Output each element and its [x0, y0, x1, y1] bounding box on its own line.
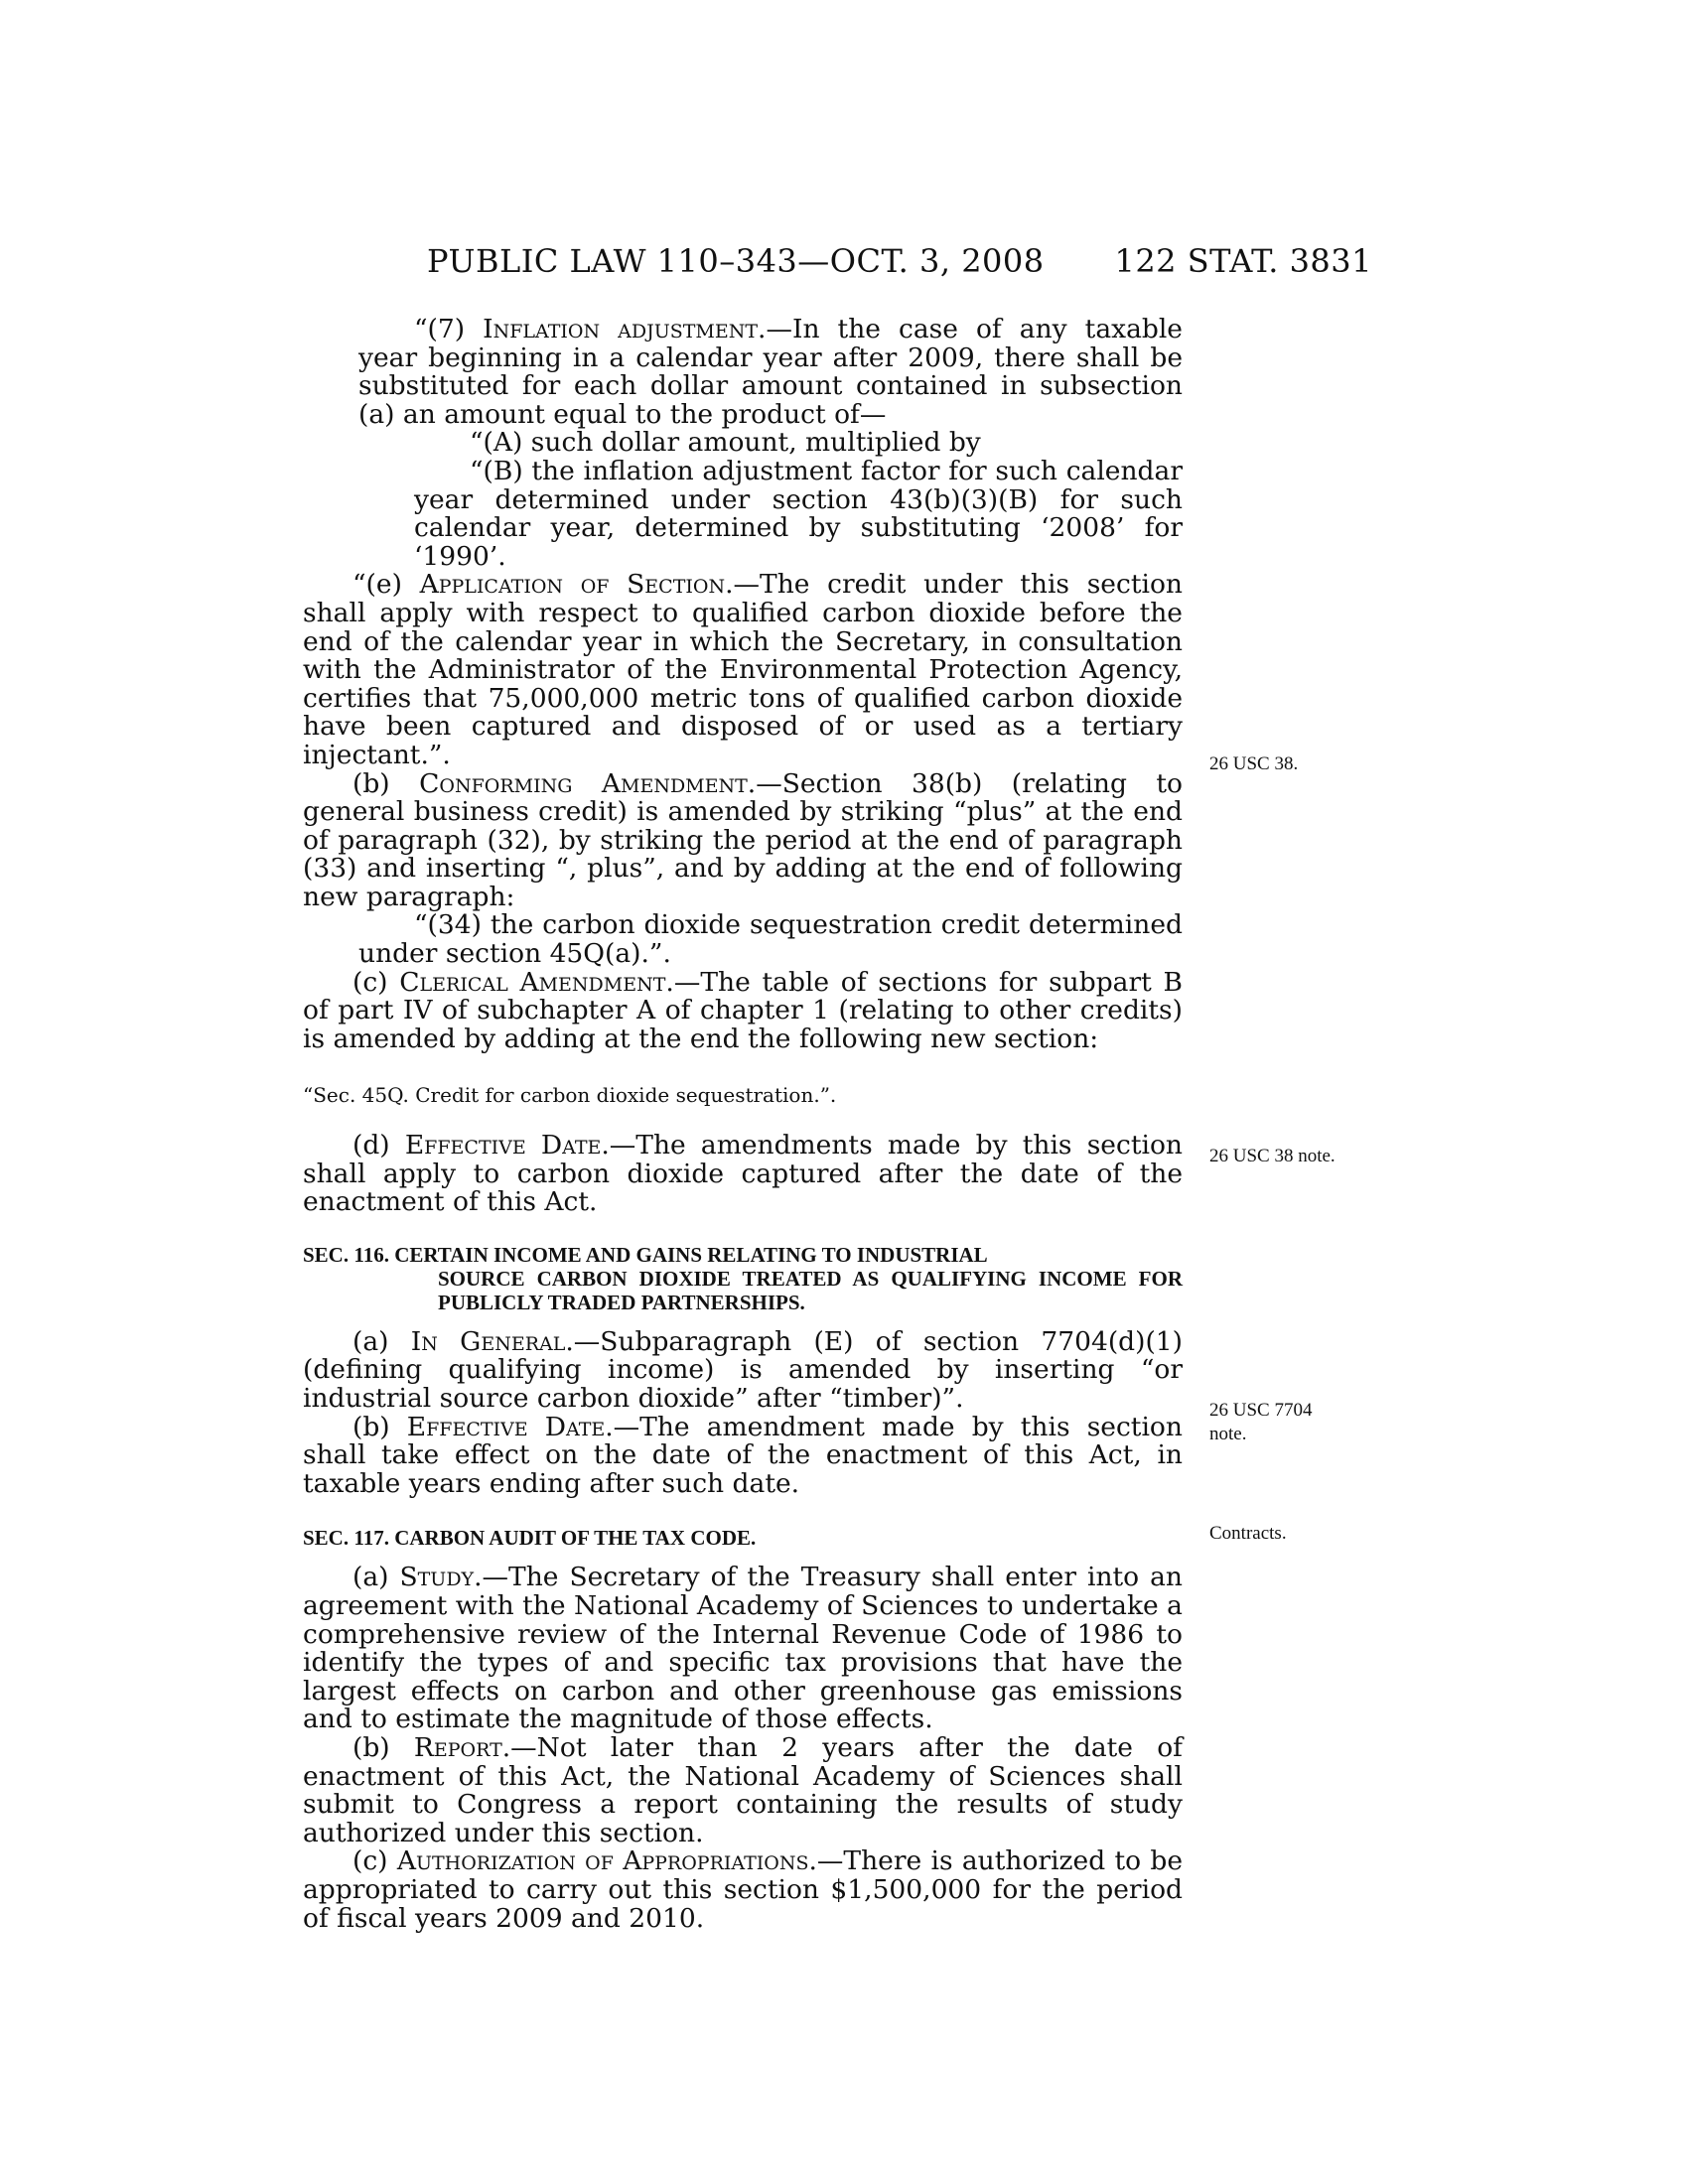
para-text: .—The amendments made by this section shall apply to carbon dioxide captured after the date of the enactment of this Act. — [303, 1130, 1183, 1218]
para-label: (b) — [352, 767, 420, 799]
section-116-heading-rest: SOURCE CARBON DIOXIDE TREATED AS QUALIFYING INCOME FOR PUBLICLY TRADED PARTNERSHIPS. — [438, 1266, 1183, 1314]
para-heading: Study — [399, 1562, 475, 1593]
para-label: (a) — [352, 1325, 411, 1357]
para-text: .—Subparagraph (E) of section 7704(d)(1) (defining qualifying income) is amended by inserting “or industrial source carbon dioxide” after “timber)”. — [303, 1325, 1184, 1414]
paragraph-34: “(34) the carbon dioxide sequestration credit determined under section 45Q(a).”. — [358, 909, 1183, 970]
para-text: .—The table of sections for subpart B of part IV of subchapter A of chapter 1 (relating to other credits) is amended by adding at the end the following new section: — [303, 966, 1183, 1054]
para-heading: Effective Date — [404, 1130, 602, 1161]
para-heading: Effective Date — [406, 1411, 606, 1442]
margin-note-26-usc-38: 26 USC 38. — [1209, 753, 1299, 774]
paragraph-conforming-amendment — [303, 767, 1183, 912]
para-label: (c) — [352, 1845, 397, 1877]
paragraph-inflation-adjustment — [358, 316, 1183, 429]
body-text — [303, 316, 1183, 1933]
para-text: .—Section 38(b) (relating to general business credit) is amended by striking “plus” at the end of paragraph (32), by striking the period at the end of paragraph (33) and inserting “, plus”, and by adding at the end of following new paragraph: — [303, 767, 1183, 912]
paragraph-subB: “(B) the inflation adjustment factor for such calendar year determined under section 43(b)(3)(B) for such calendar year, determined by substituting ‘2008’ for ‘1990’. — [414, 455, 1183, 572]
margin-note-26-usc-38-note: 26 USC 38 note. — [1209, 1146, 1336, 1166]
para-heading: Application of Section — [419, 569, 726, 601]
paragraph-effective-date — [303, 1132, 1183, 1217]
para-heading: In General — [410, 1325, 566, 1357]
para-text: .—The Secretary of the Treasury shall enter into an agreement with the National Academy of Sciences to undertake a comprehensive review of the Internal Revenue Code of 1986 to identify the types of and specific tax provisions that have the largest effects on carbon and other greenhouse gas emissions and to estimate the magnitude of those effects. — [303, 1562, 1184, 1735]
para-text: .—There is authorized to be appropriated to carry out this section $1,500,000 for the period of fiscal years 2009 and 2010. — [303, 1845, 1183, 1934]
paragraph-clerical-amendment — [303, 966, 1183, 1054]
para-label: “(7) — [414, 314, 484, 344]
section-117-heading: SEC. 117. CARBON AUDIT OF THE TAX CODE. — [303, 1526, 757, 1551]
margin-note-line2: note. — [1209, 1424, 1247, 1444]
para-heading: Report — [413, 1731, 502, 1763]
margin-note-line1: 26 USC 7704 — [1209, 1400, 1313, 1421]
para-heading: Authorization of Appropriations — [396, 1845, 809, 1877]
para-heading: Conforming Amendment — [419, 767, 748, 799]
sec116-paragraph-effective-date — [303, 1411, 1183, 1499]
statute-page-number: 122 STAT. 3831 — [1114, 242, 1372, 280]
section-116-heading-line1: SEC. 116. CERTAIN INCOME AND GAINS RELATING TO INDUSTRIAL — [303, 1242, 988, 1267]
para-label: (a) — [352, 1562, 400, 1593]
sec117-paragraph-report — [303, 1731, 1183, 1848]
running-header-title: PUBLIC LAW 110–343—OCT. 3, 2008 — [427, 242, 1045, 280]
para-label: (b) — [352, 1731, 414, 1763]
paragraph-application-of-section — [303, 571, 1183, 769]
sec116-paragraph-in-general — [303, 1325, 1184, 1414]
table-of-sections-entry: “Sec. 45Q. Credit for carbon dioxide sequestration.”. — [303, 1083, 837, 1108]
para-label: (c) — [352, 966, 400, 998]
para-label: (d) — [352, 1130, 405, 1161]
para-text: .—Not later than 2 years after the date of enactment of this Act, the National Academy of Sciences shall submit to Congress a report containing the results of study authorized under this section. — [303, 1731, 1183, 1848]
margin-note-contracts: Contracts. — [1209, 1523, 1287, 1544]
para-heading: Clerical Amendment — [399, 966, 666, 998]
sec117-paragraph-study — [303, 1564, 1183, 1734]
margin-note-26-usc-7704 — [1209, 1399, 1348, 1446]
paragraph-subA: “(A) such dollar amount, multiplied by — [470, 427, 981, 459]
section-116-heading — [303, 1243, 1183, 1314]
para-text: .—The amendment made by this section shall take effect on the date of the enactment of this Act, in taxable years ending after such date. — [303, 1411, 1183, 1499]
para-heading: Inflation adjustment — [483, 314, 759, 344]
para-label: (b) — [352, 1411, 407, 1442]
para-text: .—In the case of any taxable year beginning in a calendar year after 2009, there shall be substituted for each dollar amount contained in subsection (a) an amount equal to the product of— — [358, 314, 1183, 430]
sec117-paragraph-authorization — [303, 1847, 1183, 1933]
para-text: .—The credit under this section shall apply with respect to qualified carbon dioxide before the end of the calendar year in which the Secretary, in consultation with the Administrator of the Environmental Protection Agency, certifies that 75,000,000 metric tons of qualified carbon dioxide have been captured and disposed of or used as a tertiary injectant.”. — [303, 569, 1183, 770]
para-label: “(e) — [352, 569, 420, 601]
